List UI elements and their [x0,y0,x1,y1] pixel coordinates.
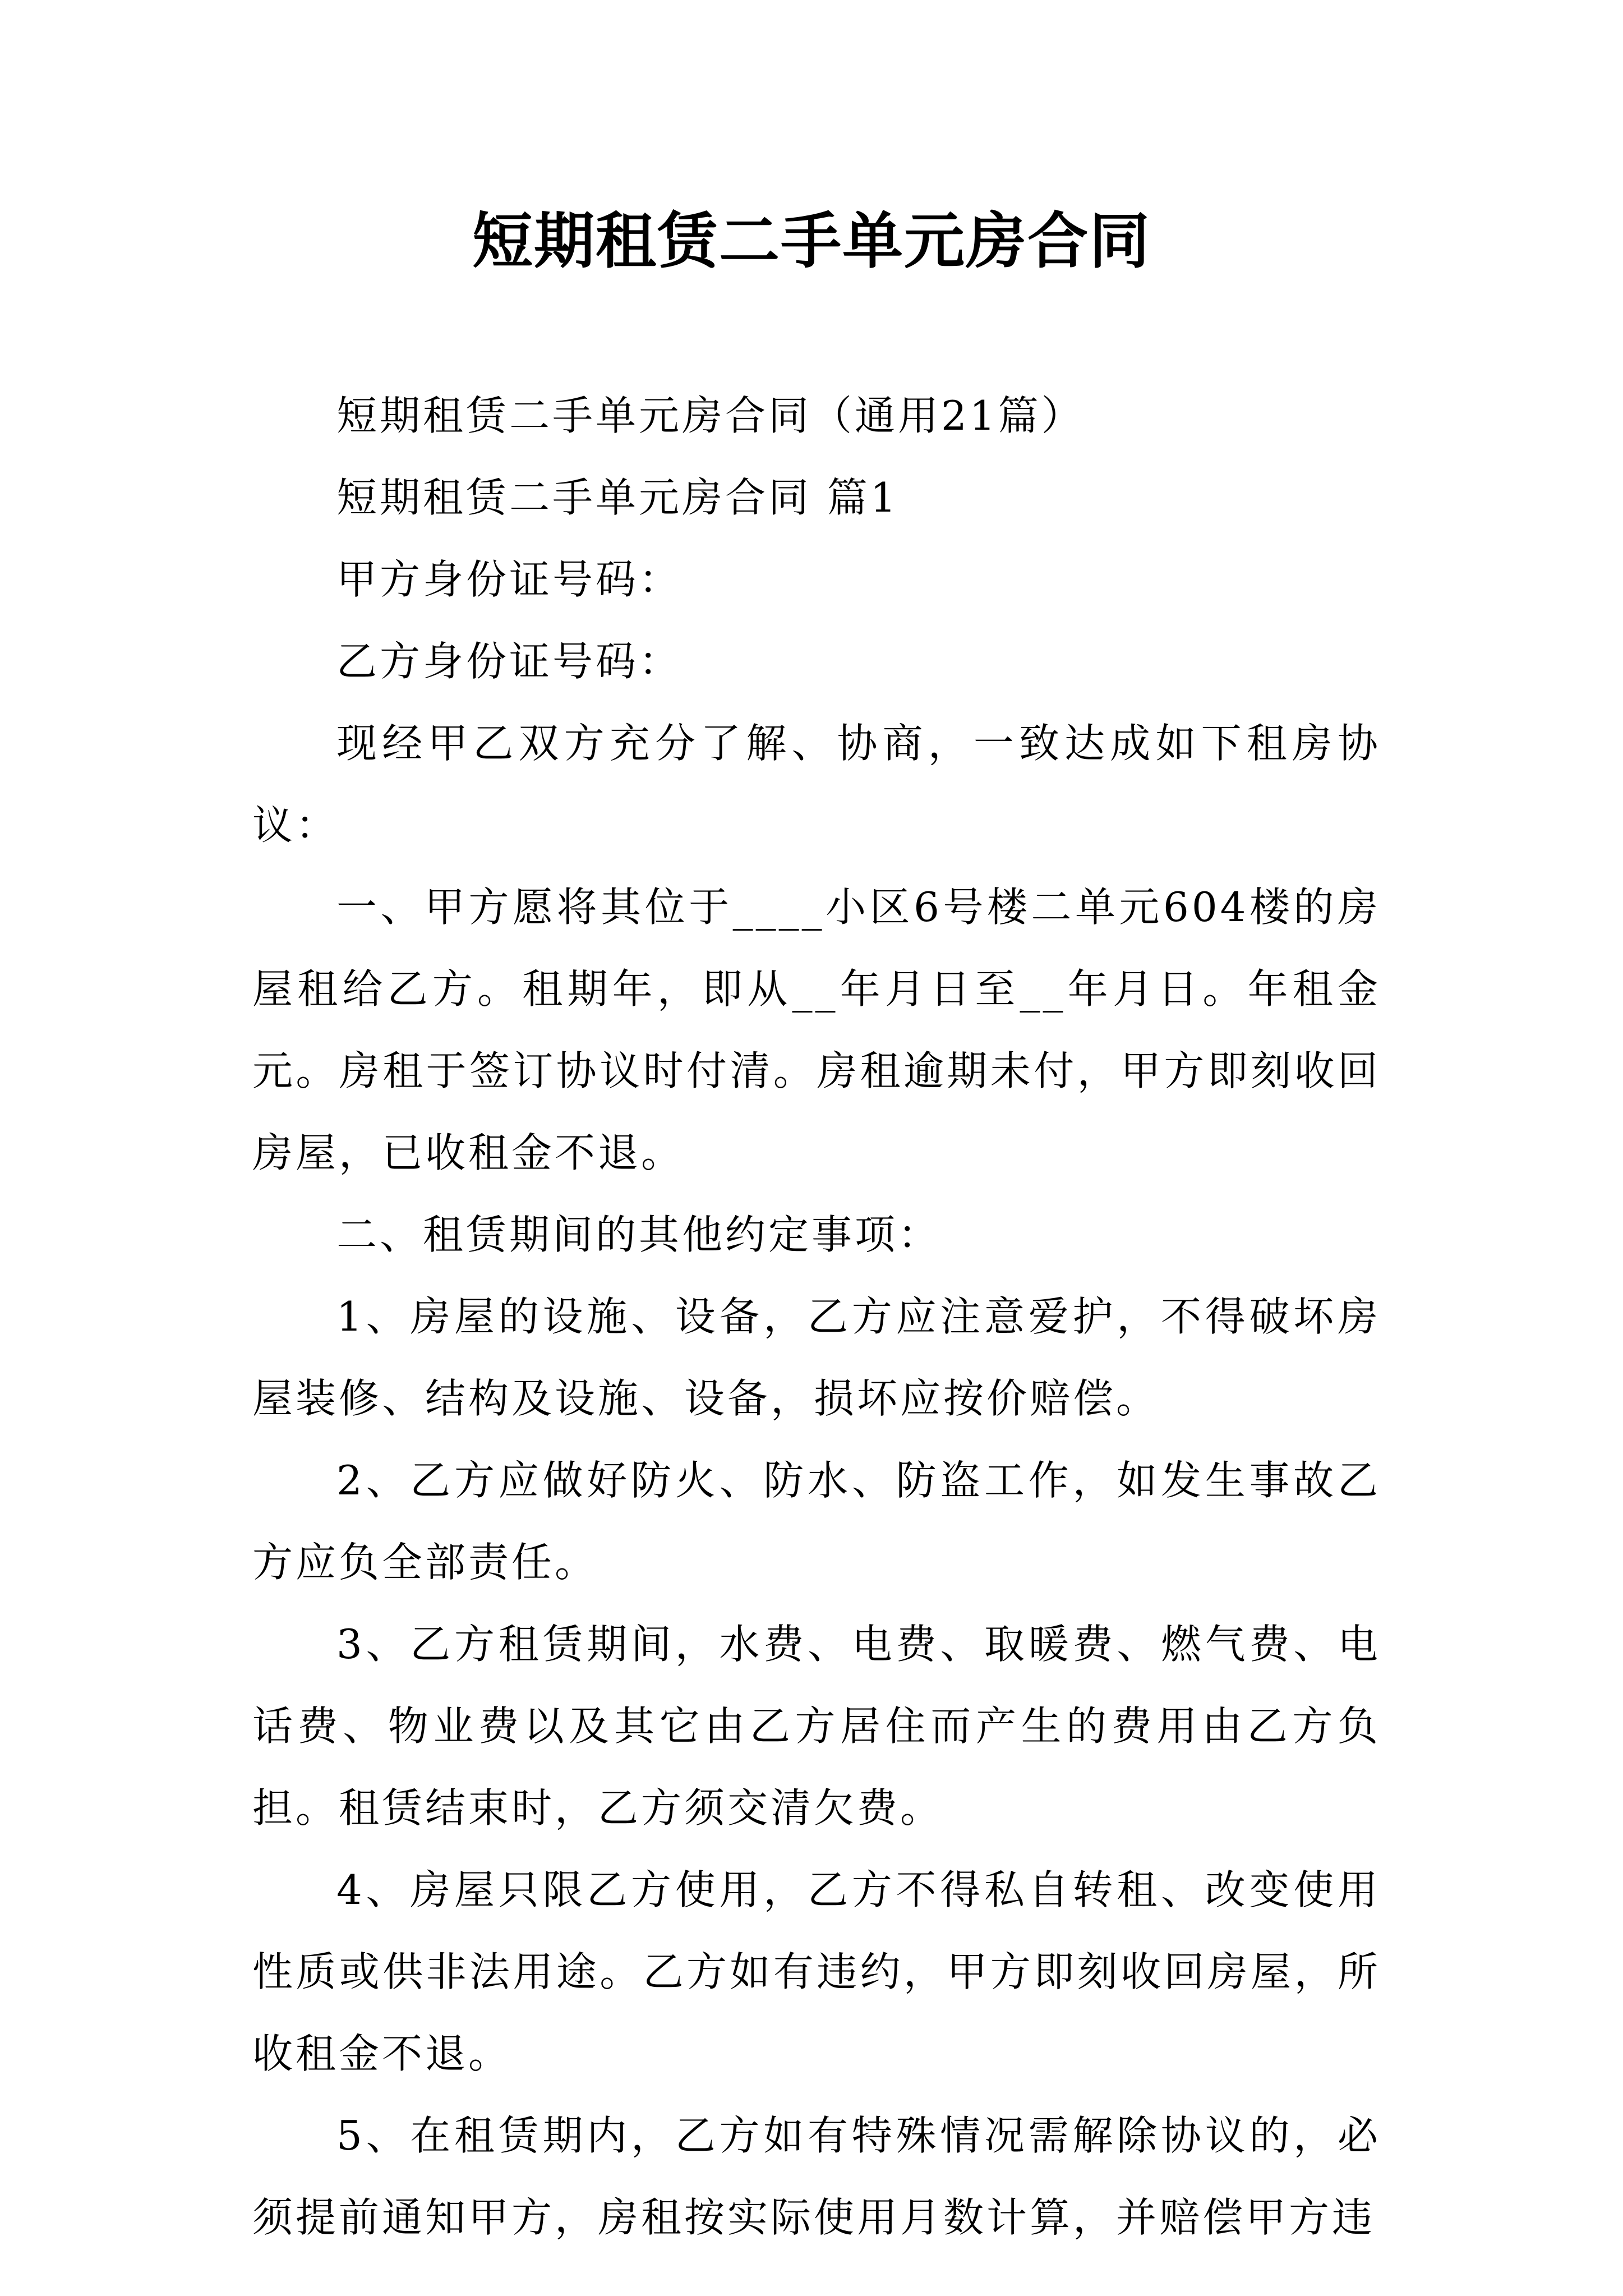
document-body [252,375,1381,2258]
item-1: 1、房屋的设施、设备，乙方应注意爱护，不得破坏房屋装修、结构及设施、设备，损坏应按价赔偿。 [252,1293,1381,1422]
clause-2-heading: 二、租赁期间的其他约定事项： [336,1211,942,1258]
agreement-intro: 现经甲乙双方充分了解、协商，一致达成如下租房协议： [252,720,1381,849]
clause-1: 一、甲方愿将其位于____小区6号楼二单元604楼的房屋租给乙方。租期年，即从__年月日至__年月日。年租金元。房租于签订协议时付清。房租逾期未付，甲方即刻收回房屋，已收租金不退。 [252,884,1381,1176]
section-heading: 短期租赁二手单元房合同 篇1 [336,474,899,521]
item-3: 3、乙方租赁期间，水费、电费、取暖费、燃气费、电话费、物业费以及其它由乙方居住而产生的费用由乙方负担。租赁结束时，乙方须交清欠费。 [252,1621,1381,1832]
document-title: 短期租赁二手单元房合同 [472,206,1151,277]
subtitle-paragraph: 短期租赁二手单元房合同（通用21篇） [336,392,1085,439]
party-a-id-line: 甲方身份证号码： [336,556,683,603]
item-5: 5、在租赁期内，乙方如有特殊情况需解除协议的，必须提前通知甲方，房租按实际使用月数计算，并赔偿甲方违 [252,2112,1381,2241]
item-4: 4、房屋只限乙方使用，乙方不得私自转租、改变使用性质或供非法用途。乙方如有违约，甲方即刻收回房屋，所收租金不退。 [252,1866,1381,2077]
item-2: 2、乙方应做好防火、防水、防盗工作，如发生事故乙方应负全部责任。 [252,1457,1381,1586]
party-b-id-line: 乙方身份证号码： [336,638,683,685]
